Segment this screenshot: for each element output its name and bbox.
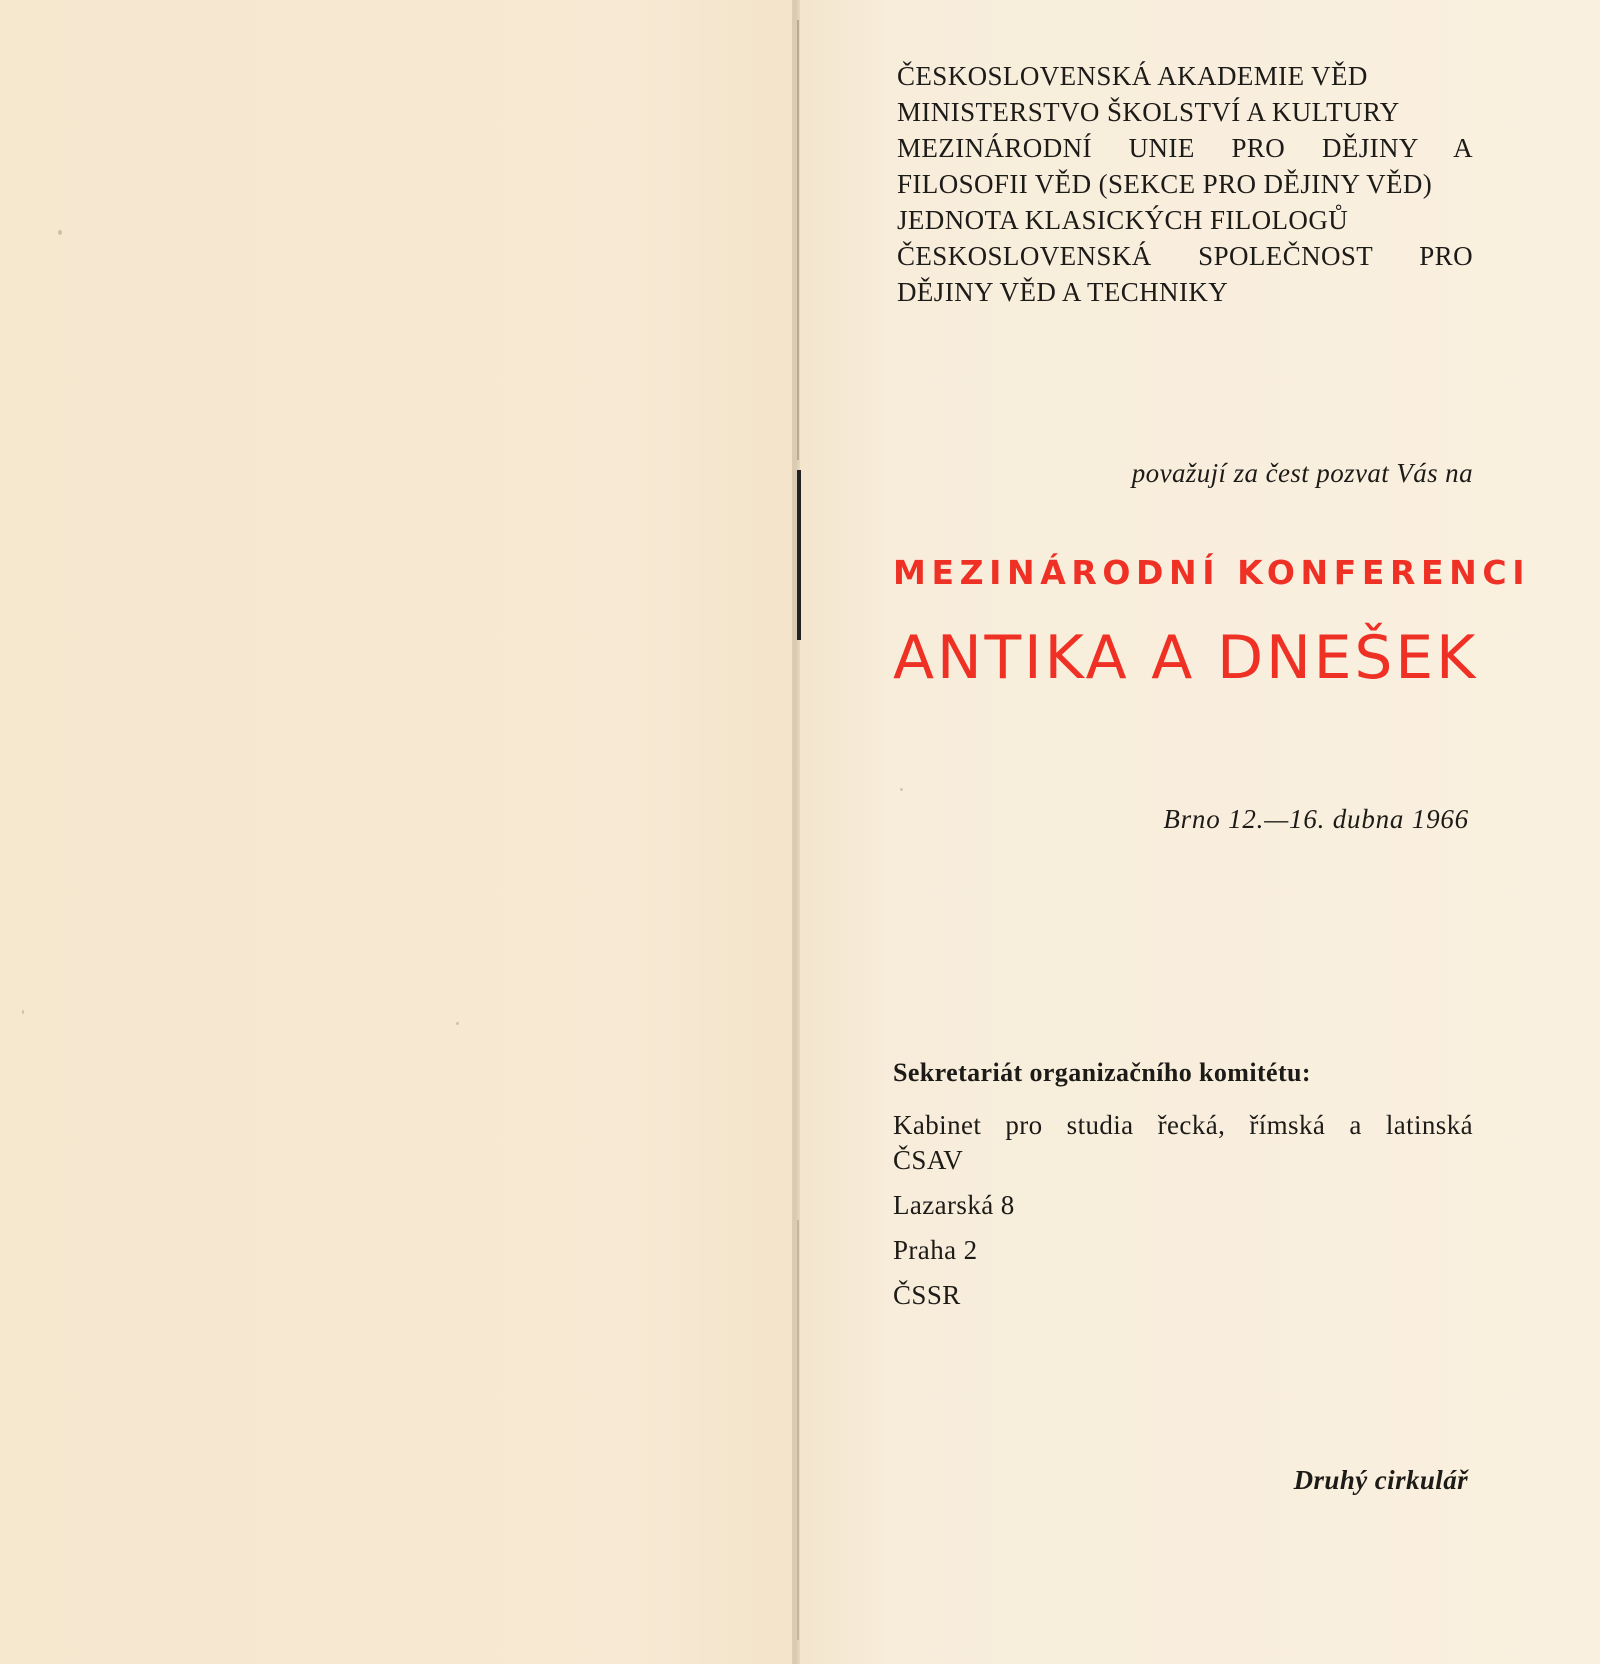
event-dates: Brno 12.—16. dubna 1966 (1163, 804, 1469, 834)
invitation-text: považují za čest pozvat Vás na (1131, 458, 1473, 488)
organizer-classical-philologists: JEDNOTA KLASICKÝCH FILOLOGŮ (897, 205, 1349, 235)
organizers-list (897, 58, 1473, 310)
conference-title: ANTIKA A DNEŠEK (893, 623, 1479, 693)
organizer-international-union: MEZINÁRODNÍ UNIE PRO DĚJINY A FILOSOFII VĚD (SEKCE PRO DĚJINY VĚD) (897, 133, 1473, 199)
address-line-cabinet: Kabinet pro studia řecká, římská a latinská (893, 1110, 1473, 1140)
organizer-czechoslovak-academy: ČESKOSLOVENSKÁ AKADEMIE VĚD (897, 61, 1368, 91)
paper-speck (900, 788, 903, 791)
address-line-street: Lazarská 8 (893, 1190, 1015, 1220)
address-line-country: ČSSR (893, 1280, 961, 1310)
conference-label: MEZINÁRODNÍ KONFERENCI (893, 553, 1531, 592)
left-page (0, 0, 796, 1664)
spine-binding-mark (797, 470, 801, 640)
organizer-history-of-science-society: ČESKOSLOVENSKÁ SPOLEČNOST PRO DĚJINY VĚD A TECHNIKY (897, 241, 1473, 307)
paper-speck (22, 1010, 24, 1014)
spine-crease-bottom (797, 1220, 799, 1640)
organizer-ministry: MINISTERSTVO ŠKOLSTVÍ A KULTURY (897, 97, 1400, 127)
paper-speck (456, 1022, 459, 1025)
spine-crease-top (797, 20, 799, 460)
paper-speck (58, 230, 62, 235)
secretariat-address (893, 1108, 1473, 1323)
secretariat-heading: Sekretariát organizačního komitétu: (893, 1058, 1311, 1087)
address-line-city: Praha 2 (893, 1235, 978, 1265)
circular-label: Druhý cirkulář (1293, 1465, 1468, 1495)
address-line-csav: ČSAV (893, 1145, 964, 1175)
